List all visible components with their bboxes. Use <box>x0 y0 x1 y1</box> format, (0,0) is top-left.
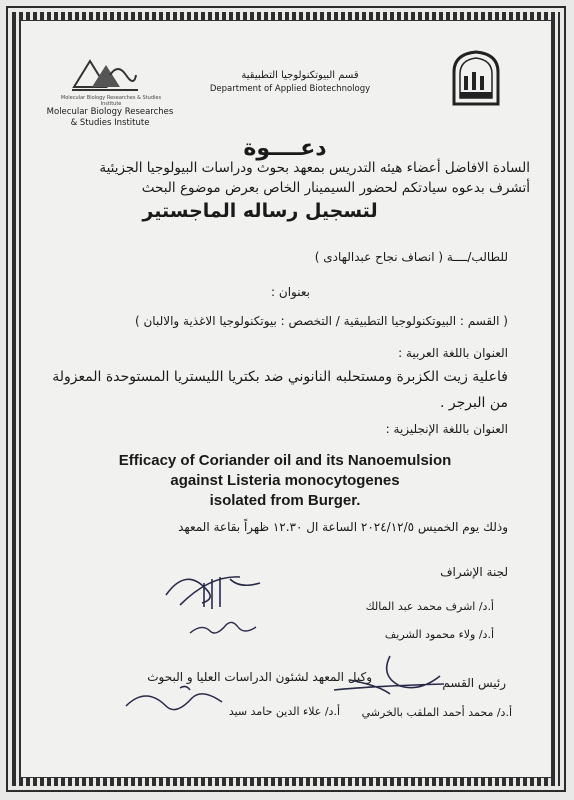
signature-vice-dean <box>120 680 230 720</box>
vice-dean-label: وكيل المعهد لشئون الدراسات العليا و البحوث <box>147 670 372 684</box>
university-seal-icon <box>446 48 506 108</box>
arabic-title-line-1: فاعلية زيت الكزبرة ومستحلبه النانوني ضد بكتريا الليستريا المستوحدة المعزولة <box>52 369 508 385</box>
invitation-line-1: السادة الافاضل أعضاء هيئه التدريس بمعهد بحوث ودراسات البيولوجيا الجزيئية <box>99 160 530 176</box>
institute-name <box>40 107 180 129</box>
english-title <box>70 451 500 511</box>
institute-name-line1: Molecular Biology Researches <box>46 107 174 117</box>
department-name-en: Department of Applied Biotechnology <box>209 84 371 94</box>
arabic-title-line-2: من البرجر . <box>440 395 508 411</box>
vice-dean-name: أ.د/ علاء الدين حامد سيد <box>228 705 340 718</box>
invitation-line-2: أتشرف بدعوه سيادتكم لحضور السيمينار الخاص بعرض موضوع البحث <box>141 180 530 196</box>
department-name-ar: قسم البيوتكنولوجيا التطبيقية <box>241 70 359 81</box>
invitation-title: دعــــوة <box>243 136 327 161</box>
department-head-name: أ.د/ محمد أحمد الملقب بالخرشي <box>361 706 512 719</box>
english-title-line-2: against Listeria monocytogenes <box>170 472 400 489</box>
signature-department-head <box>330 650 450 705</box>
department-head-label: رئيس القسم <box>442 676 506 690</box>
english-title-line-3: isolated from Burger. <box>209 492 361 509</box>
invitation-purpose: لتسجيل رساله الماجستير <box>142 200 378 222</box>
institute-logo <box>70 55 140 95</box>
english-title-line-1: Efficacy of Coriander oil and its Nanoemulsion <box>118 452 452 469</box>
student-line: للطالب/ــــة ( انصاف نجاح عبدالهادى ) <box>314 250 508 264</box>
title-label: بعنوان : <box>271 285 310 299</box>
date-line: وذلك يوم الخميس ٢٠٢٤/١٢/٥ الساعة ال ١٢.٣٠ ظهراً بقاعة المعهد <box>178 520 508 534</box>
committee-member-1: أ.د/ اشرف محمد عبد المالك <box>365 600 494 613</box>
institute-name-line2: & Studies Institute <box>70 118 150 128</box>
department-specialty-line: ( القسم : البيوتكنولوجيا التطبيقية / التخصص : بيوتكنولوجيا الاغذية والالبان ) <box>134 314 508 328</box>
signature-committee <box>160 565 270 640</box>
committee-label: لجنة الإشراف <box>440 565 508 579</box>
arabic-title-label: العنوان باللغة العربية : <box>398 346 508 360</box>
english-title-label: العنوان باللغة الإنجليزية : <box>385 422 508 436</box>
committee-member-2: أ.د/ ولاء محمود الشريف <box>384 628 494 641</box>
logo-subtext: Molecular Biology Researches & Studies Institute <box>60 95 162 107</box>
